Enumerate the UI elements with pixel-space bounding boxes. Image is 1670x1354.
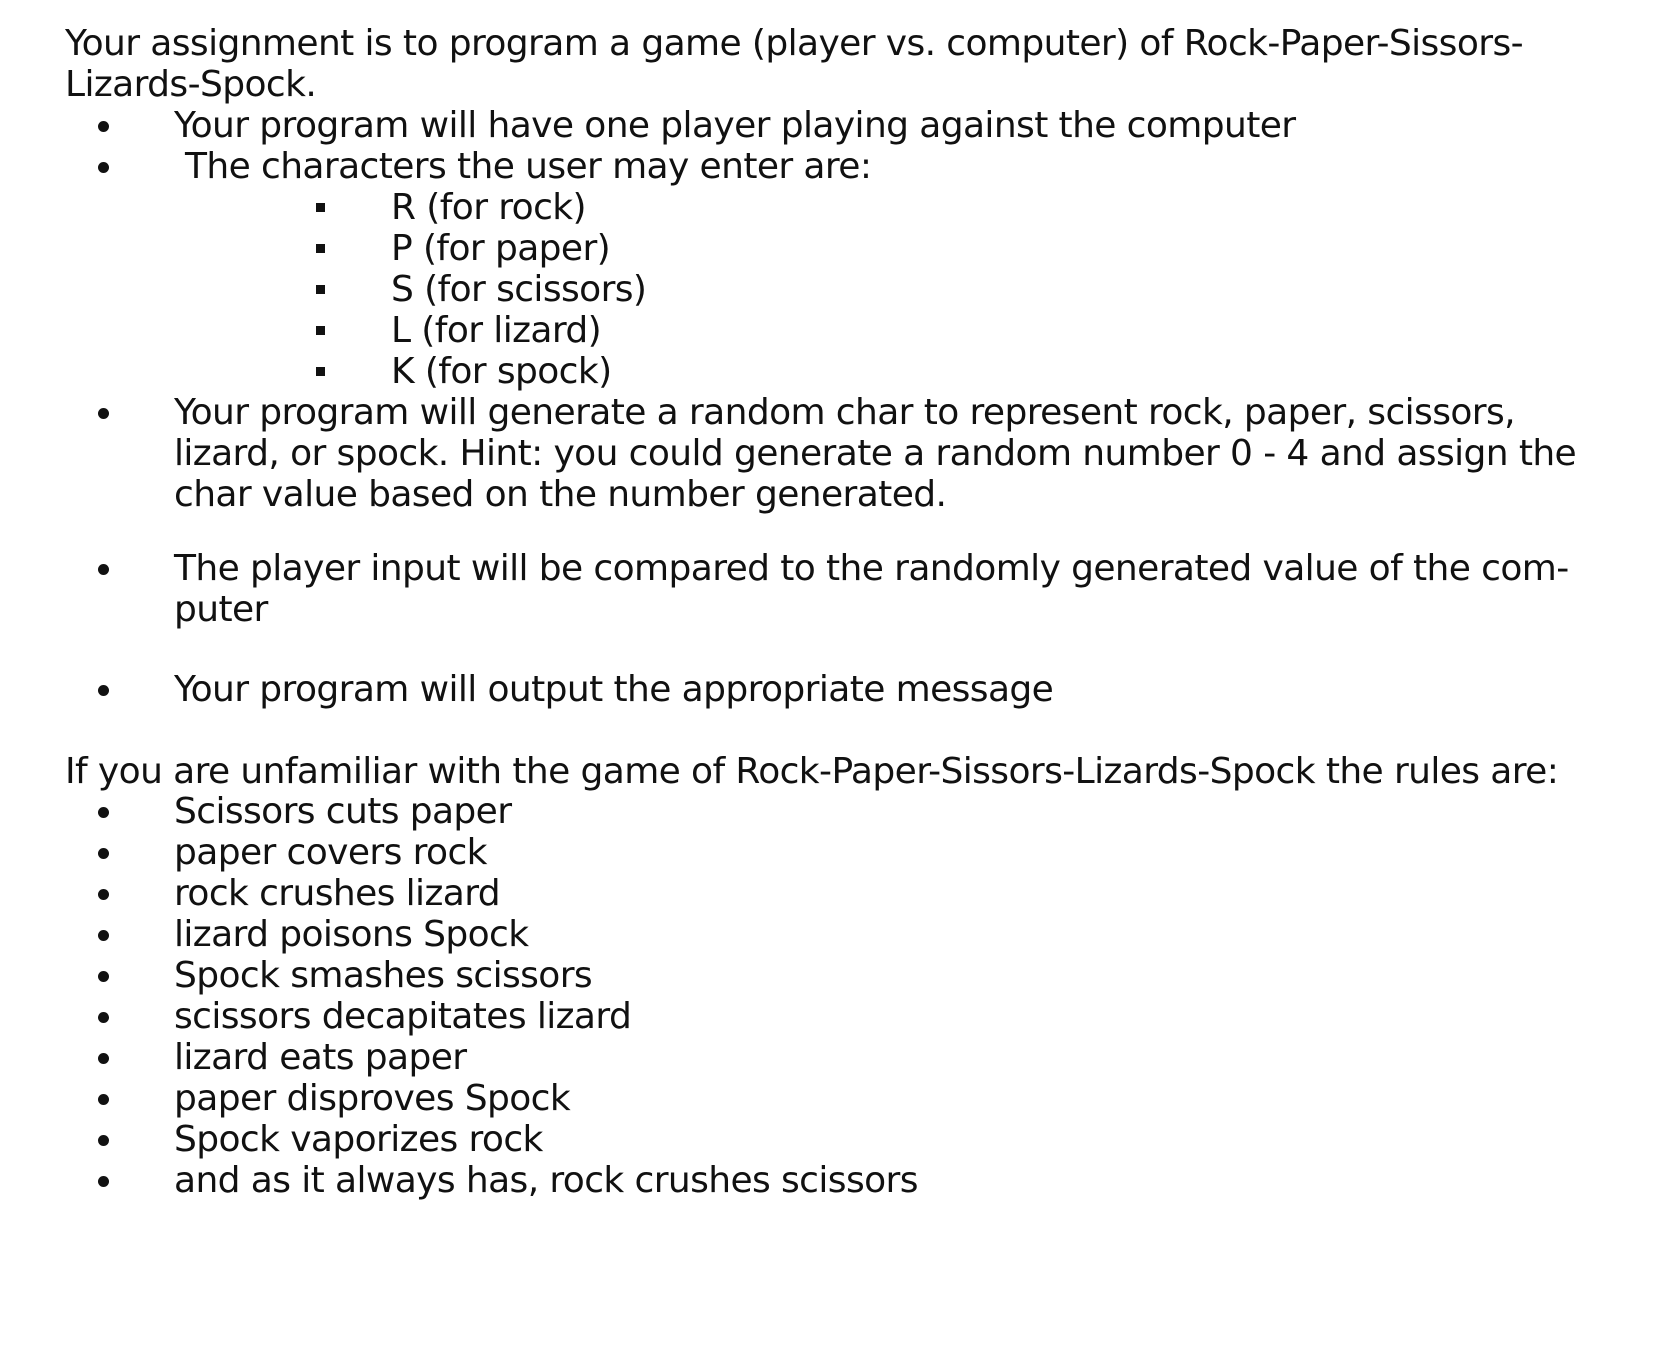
bullet-icon [98,408,109,419]
bullet-icon [98,1135,109,1146]
requirement-item [0,668,1670,712]
requirement-text-line: puter [174,589,268,630]
rule-text: and as it always has, rock crushes scissors [174,1160,918,1201]
rule-text: Spock smashes scissors [174,955,593,996]
rule-text: paper disproves Spock [174,1078,571,1119]
bullet-icon [98,1094,109,1105]
rule-item [0,1118,1670,1162]
rule-item [0,954,1670,998]
intro-line-2: Lizards-Spock. [65,64,317,105]
bullet-icon [98,685,109,696]
requirement-text [174,391,1576,517]
rule-item [0,1159,1670,1203]
rule-item [0,831,1670,875]
rule-text: Scissors cuts paper [174,791,512,832]
character-option-text: R (for rock) [391,187,586,228]
bullet-icon [98,971,109,982]
bullet-icon [98,1012,109,1023]
requirement-text: The characters the user may enter are: [185,146,872,187]
character-option [0,350,1670,394]
character-option-text: S (for scissors) [391,269,647,310]
square-bullet-icon [316,203,325,212]
rule-item [0,913,1670,957]
rule-text: Spock vaporizes rock [174,1119,543,1160]
requirement-text-line: lizard, or spock. Hint: you could generate a random number 0 - 4 and assign the [174,433,1577,474]
rule-text: lizard eats paper [174,1037,467,1078]
rule-text: rock crushes lizard [174,873,501,914]
requirement-text-line: Your program will generate a random char to represent rock, paper, scissors, [174,392,1515,433]
bullet-icon [98,564,109,575]
requirement-text [174,547,1569,632]
requirement-text: Your program will output the appropriate message [174,669,1054,710]
requirement-item [0,104,1670,148]
requirement-item [0,547,1670,635]
requirement-text: Your program will have one player playing against the computer [174,105,1296,146]
requirement-item [0,145,1670,189]
requirement-text-line: The player input will be compared to the randomly generated value of the com- [174,548,1569,589]
bullet-icon [98,930,109,941]
rule-text: scissors decapitates lizard [174,996,632,1037]
bullet-icon [98,889,109,900]
requirement-item [0,391,1670,523]
rule-text: lizard poisons Spock [174,914,529,955]
rule-item [0,1036,1670,1080]
character-option-text: P (for paper) [391,228,611,269]
requirement-text-line: char value based on the number generated. [174,474,947,515]
intro-line-1: Your assignment is to program a game (player vs. computer) of Rock-Paper-Sissors- [65,23,1523,64]
character-option-text: L (for lizard) [391,310,602,351]
character-option [0,227,1670,271]
rule-text: paper covers rock [174,832,487,873]
character-option [0,309,1670,353]
bullet-icon [98,1176,109,1187]
bullet-icon [98,162,109,173]
bullet-icon [98,1053,109,1064]
bullet-icon [98,121,109,132]
character-option [0,268,1670,312]
character-option [0,186,1670,230]
bullet-icon [98,848,109,859]
character-option-text: K (for spock) [391,351,612,392]
square-bullet-icon [316,326,325,335]
rule-item [0,995,1670,1039]
square-bullet-icon [316,367,325,376]
square-bullet-icon [316,244,325,253]
rule-item [0,1077,1670,1121]
rules-heading: If you are unfamiliar with the game of Rock-Paper-Sissors-Lizards-Spock the rules are: [65,751,1559,792]
square-bullet-icon [316,285,325,294]
rule-item [0,872,1670,916]
rule-item [0,790,1670,834]
bullet-icon [98,807,109,818]
